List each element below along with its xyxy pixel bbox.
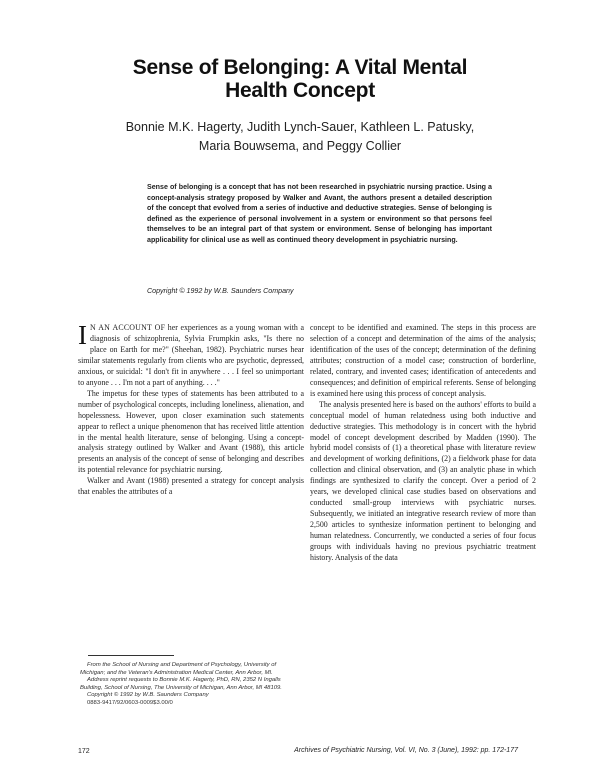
paragraph-text: her experiences as a young woman with a diagnosis of schizophrenia, Sylvia Frumpkin asks, "Is there no place on Earth for me?" (Sheehan, 1982). Psychiatric nurses hear similar statements regularly from clients who are psychotic, depressed, anxious, or suicidal: "I don't fit in anywhere . . . I feel so unimportant to anyone . . . I'm not a part of anything. . . ." [78,323,304,387]
footnote-code: 0883-9417/92/0603-0009$3.00/0 [87,699,173,706]
article-title [60,56,540,102]
footnote-divider [88,655,174,656]
journal-citation: Archives of Psychiatric Nursing, Vol. VI, No. 3 (June), 1992: pp. 172-177 [294,747,518,754]
authors-line-2: Maria Bouwsema, and Peggy Collier [198,139,402,153]
drop-cap: I [78,320,87,350]
footnote [80,662,295,707]
title-line-1: Sense of Belonging: A Vital Mental [132,56,468,79]
footnote-copyright: Copyright © 1992 by W.B. Saunders Company [87,692,209,698]
authors-line-1: Bonnie M.K. Hagerty, Judith Lynch-Sauer, Kathleen L. Patusky, [125,120,475,134]
title-line-2: Health Concept [225,79,375,102]
abstract: Sense of belonging is a concept that has not been researched in psychiatric nursing practice. Using a concept-analysis strategy proposed by Walker and Avant, the authors present a detailed description of the concept that evolved from a series of inductive and deductive strategies. Sense of belonging is defined as the experience of personal involvement in a system or environment so that persons feel themselves to be an integral part of that system or environment. Sense of belonging has important applicability for clinical use as well as continued theory development in psychiatric nursing. [147,183,492,244]
body-column-left [78,320,304,498]
footnote-reprints: Address reprint requests to Bonnie M.K. Hagerty, PhD, RN, 2352 N Ingalls Building, School of Nursing, The University of Michigan, Ann Arbor, MI 48109. [80,677,282,691]
page-number: 172 [78,748,90,755]
body-column-right [310,323,536,564]
paragraph: Walker and Avant (1988) presented a strategy for concept analysis that enables the attributes of a [78,476,304,497]
paragraph: The impetus for these types of statements has been attributed to a number of psychological concepts, including loneliness, alienation, and hopelessness. However, upon closer examination such statements appear to reflect a unique phenomenon that has received little attention in the mental health literature, sense of belonging. Using a concept-analysis strategy outlined by Walker and Avant (1988), this article presents an analysis of the concept of sense of belonging and describes its potential relevance for psychiatric nursing. [78,388,304,475]
abstract-copyright: Copyright © 1992 by W.B. Saunders Company [147,287,294,295]
author-list [80,118,520,156]
paragraph: concept to be identified and examined. The steps in this process are selection of a concept and determination of the aims of the analysis; identification of the uses of the concept; determination of the defining attributes; construction of a model case; construction of borderline, related, contrary, and invented cases; identification of antecedents and consequences; and definition of empirical referents. Sense of belonging is examined here using this process of concept analysis. [310,323,536,398]
paragraph [78,320,304,389]
lead-in: N AN ACCOUNT OF [90,323,166,332]
paragraph: The analysis presented here is based on the authors' efforts to build a conceptual model of human relatedness using both inductive and deductive strategies. This methodology is in concert with the hybrid model of concept development described by Madden (1990). The hybrid model consists of (1) a theoretical phase with literature review and development of working definitions, (2) a fieldwork phase for data collection and clinical observation, and (3) an analytic phase in which findings are synthesized to clarify the concept. Over a period of 2 years, we developed clinical case studies based on observations and conducted small-group interviews with psychiatric nurses. Subsequently, we initiated an integrative research review of more than 2,500 articles to synthesize information pertinent to belonging and human relatedness. Concurrently, we conducted a series of four focus groups with individuals having no previous psychiatric treatment history. Analysis of the data [310,399,536,563]
footnote-affiliation: From the School of Nursing and Department of Psychology, University of Michigan; and the Veteran's Administration Medical Center, Ann Arbor, MI. [80,662,277,676]
